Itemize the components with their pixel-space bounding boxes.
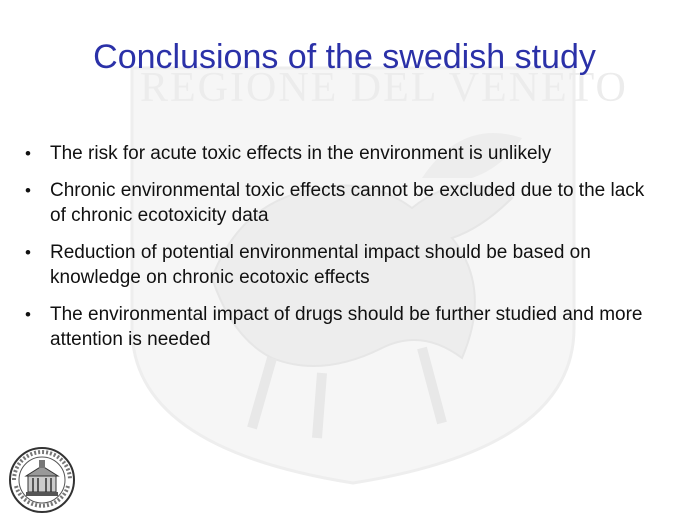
- bullet-text: Chronic environmental toxic effects cannot be excluded due to the lack of chronic ecotoxicity data: [50, 180, 645, 226]
- bullet-item-3: [22, 240, 662, 290]
- bullet-dot: •: [25, 243, 31, 262]
- bullet-dot: •: [25, 181, 31, 200]
- bullet-text: The environmental impact of drugs should be further studied and more attention is needed: [50, 304, 643, 350]
- bullet-item-1: [22, 141, 662, 166]
- bullet-list: [22, 141, 662, 364]
- bullet-dot: •: [25, 144, 31, 163]
- university-seal-icon: [8, 446, 76, 514]
- watermark-text: REGIONE DEL VENETO: [140, 65, 628, 111]
- bullet-text: The risk for acute toxic effects in the environment is unlikely: [50, 143, 552, 164]
- bullet-text: Reduction of potential environmental impact should be based on knowledge on chronic ecotoxic effects: [50, 242, 591, 288]
- bullet-dot: •: [25, 305, 31, 324]
- slide-title: Conclusions of the swedish study: [93, 38, 596, 76]
- bullet-item-2: [22, 178, 662, 228]
- bullet-item-4: [22, 302, 662, 352]
